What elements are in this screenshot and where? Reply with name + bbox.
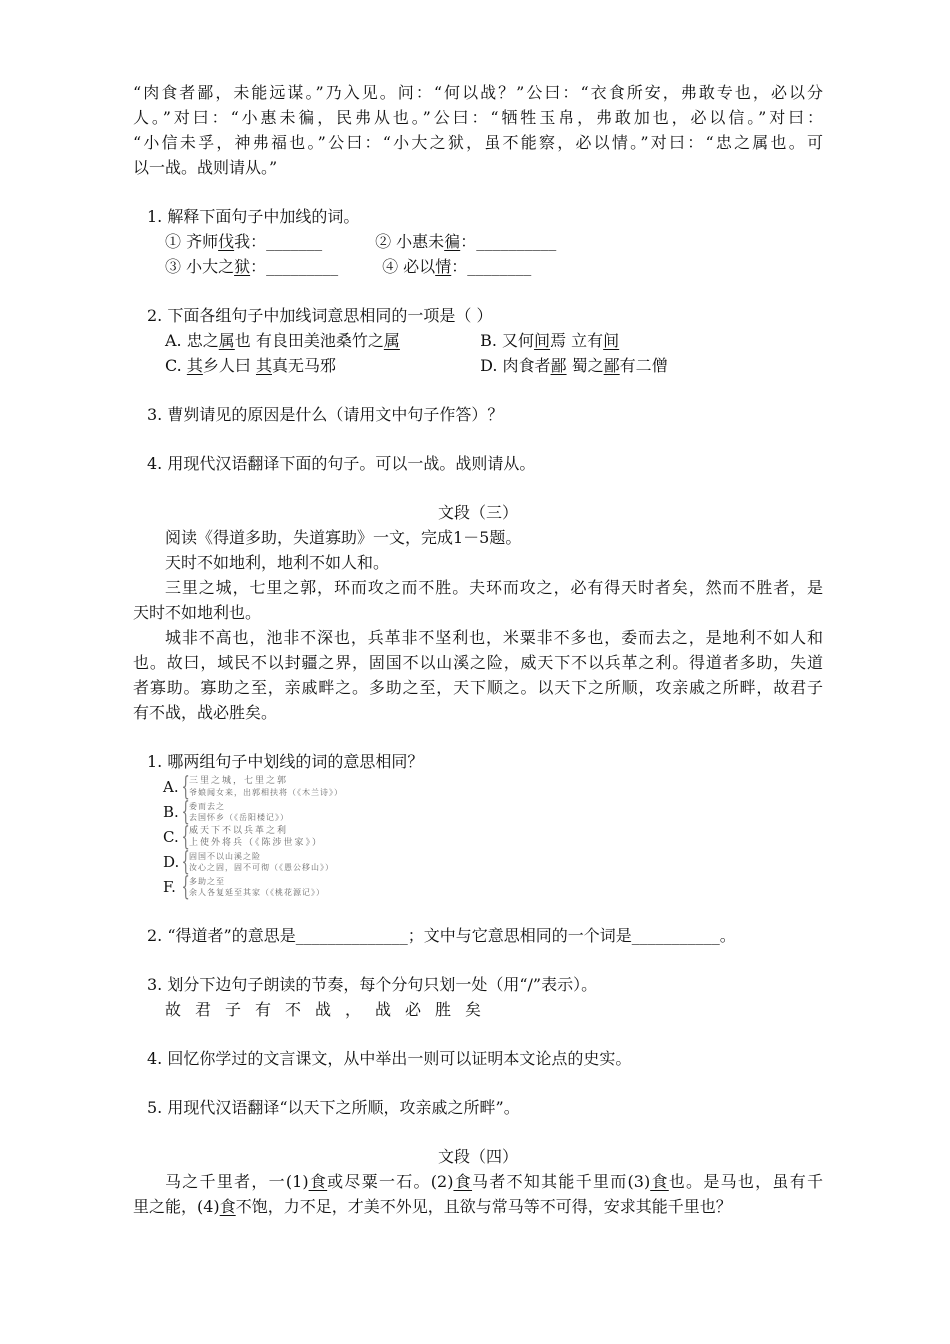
question-3: 3. 曹刿请见的原因是什么（请用文中句子作答）？ <box>147 405 504 424</box>
passage-line: 天时不如地利也。 <box>133 603 262 622</box>
underlined-word: 狱 <box>234 257 251 276</box>
choice-d[interactable]: D. { 固国不以山溪之险 汝心之固，固不可彻（《愚公移山》） <box>163 846 334 877</box>
answer-item: ④ 必以情：________ <box>382 257 532 276</box>
choice-b[interactable]: B. { 委而去之 去国怀乡（《岳阳楼记》） <box>163 796 289 827</box>
option-c[interactable]: C. 其乡人曰 其真无马邪 <box>165 356 336 375</box>
option-d[interactable]: D. 肉食者鄙 蜀之鄙有二僧 <box>480 356 668 375</box>
underlined-word: 食 <box>219 1197 236 1216</box>
option-row <box>133 328 823 353</box>
option-b[interactable]: B. 又何间焉 立有间 <box>480 331 620 350</box>
section-intro: 阅读《得道多助，失道寡助》一文，完成1－5题。 <box>165 528 522 547</box>
answer-item: ② 小惠未徧：__________ <box>375 232 557 251</box>
brace-icon: { <box>181 821 190 852</box>
passage-line: 三里之城，七里之郭，环而攻之而不胜。夫环而攻之，必有得天时者矣，然而不胜者，是 <box>165 578 823 597</box>
answer-blank[interactable]: ___________ <box>631 926 720 945</box>
s3-question-1 <box>133 749 823 902</box>
choice-f[interactable]: F. { 多助之至 余人各复延至其家（《桃花源记》） <box>163 871 325 902</box>
passage-line: 人。”对曰：“小惠未徧，民弗从也。”公曰：“牺牲玉帛，弗敢加也，必以信。”对曰： <box>133 108 823 127</box>
rhythm-sentence: 故君子有不战，战必胜矣 <box>165 1000 496 1019</box>
answer-item: ① 齐师伐我：_______ <box>165 232 323 251</box>
answer-blank[interactable]: ________ <box>467 257 532 276</box>
passage2-text <box>133 80 823 180</box>
passage-line: 以一战。战则请从。” <box>133 158 278 177</box>
brace-icon: { <box>181 796 190 827</box>
question-2 <box>133 303 823 378</box>
s3-question-4: 4. 回忆你学过的文言课文，从中举出一则可以证明本文论点的史实。 <box>147 1049 632 1068</box>
option-row <box>133 353 823 378</box>
passage-line: 城非不高也，池非不深也，兵革非不坚利也，米粟非不多也，委而去之，是地利不如人和 <box>165 628 823 647</box>
section-title: 文段（四） <box>437 1147 518 1166</box>
passage-line: 马之千里者，一(1)食或尽粟一石。(2)食马者不知其能千里而(3)食也。是马也，虽有千 <box>165 1172 823 1191</box>
underlined-word: 食 <box>308 1172 328 1191</box>
s3-question-5: 5. 用现代汉语翻译“以天下之所顺，攻亲戚之所畔”。 <box>147 1098 520 1117</box>
underlined-word: 情 <box>435 257 452 276</box>
underlined-word: 伐 <box>218 232 235 251</box>
brace-icon: { <box>181 871 190 902</box>
passage-line: 也。故曰，域民不以封疆之界，固国不以山溪之险，威天下不以兵革之利。得道者多助，失道 <box>133 653 823 672</box>
question-4: 4. 用现代汉语翻译下面的句子。可以一战。战则请从。 <box>147 454 536 473</box>
question-stem: 1. 解释下面句子中加线的词。 <box>147 207 360 226</box>
passage-line: “小信未孚，神弗福也。”公曰：“小大之狱，虽不能察，必以情。”对曰：“忠之属也。可 <box>133 133 823 152</box>
choice-c[interactable]: C. { 威天下不以兵革之利 上使外将兵（《陈涉世家》） <box>163 821 324 852</box>
section-title: 文段（三） <box>437 503 518 522</box>
choice-a[interactable]: A. { 三里之城，七里之郭 爷娘闻女来，出郭相扶将（《木兰诗》） <box>163 771 343 802</box>
question-stem: 1. 哪两组句子中划线的词的意思相同？ <box>147 752 424 771</box>
question-stem: 2. 下面各组句子中加线词意思相同的一项是（ ） <box>147 306 493 325</box>
passage-line: 里之能，(4)食不饱，力不足，才美不外见，且欲与常马等不可得，安求其能千里也？ <box>133 1197 732 1216</box>
answer-blank[interactable]: ______________ <box>295 926 408 945</box>
passage-line: 天时不如地利，地利不如人和。 <box>165 553 390 572</box>
s3-question-2: 2. “得道者”的意思是______________；文中与它意思相同的一个词是___________。 <box>147 926 736 945</box>
answer-item: ③ 小大之狱：_________ <box>165 257 339 276</box>
s3-question-3 <box>133 972 823 1022</box>
document-page <box>133 80 823 1219</box>
passage-line: 有不战，战必胜矣。 <box>133 703 278 722</box>
answer-row <box>133 229 823 254</box>
question-1 <box>133 204 823 279</box>
passage-line: 者寡助。寡助之至，亲戚畔之。多助之至，天下顺之。以天下之所顺，攻亲戚之所畔，故君子 <box>133 678 823 697</box>
answer-blank[interactable]: _______ <box>266 232 323 251</box>
brace-icon: { <box>181 846 190 877</box>
answer-blank[interactable]: _________ <box>266 257 339 276</box>
question-stem: 3. 划分下边句子朗读的节奏，每个分句只划一处（用“/”表示）。 <box>147 975 598 994</box>
answer-row <box>133 254 823 279</box>
option-a[interactable]: A. 忠之属也 有良田美池桑竹之属 <box>165 331 400 350</box>
underlined-word: 食 <box>650 1172 669 1191</box>
answer-blank[interactable]: __________ <box>476 232 557 251</box>
underlined-word: 徧 <box>444 232 461 251</box>
passage-line: “肉食者鄙，未能远谋。”乃入见。问：“何以战？”公曰：“衣食所安，弗敢专也，必以分 <box>133 83 823 102</box>
underlined-word: 食 <box>453 1172 473 1191</box>
brace-icon: { <box>181 771 190 802</box>
